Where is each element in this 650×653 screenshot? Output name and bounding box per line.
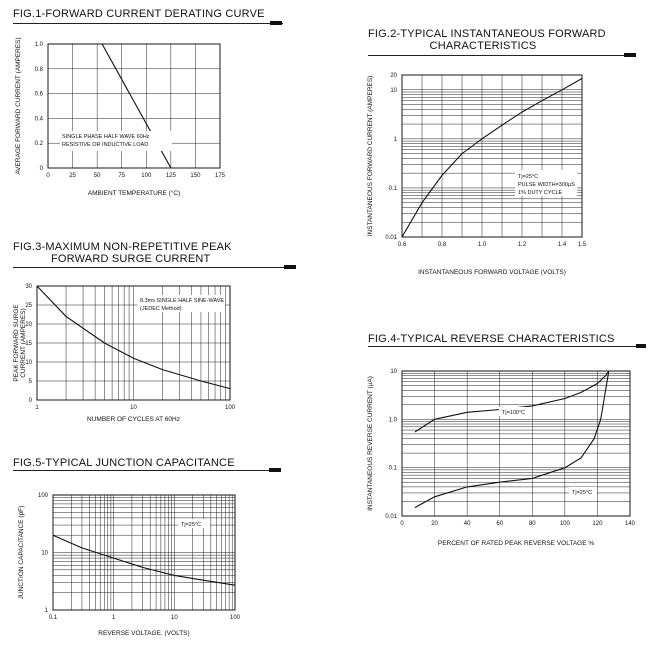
fig2-ytick-label-2: 1	[393, 136, 397, 143]
fig3-ytick-label-1: 5	[28, 379, 32, 385]
fig1-ytick-label-0: 0	[39, 166, 43, 172]
fig2-annotation-2: 1% DUTY CYCLE	[518, 190, 563, 196]
fig4-xtick-label-6: 120	[592, 521, 603, 527]
fig3-ytick-label-2: 10	[25, 360, 32, 366]
fig4-xtick-label-5: 100	[559, 521, 570, 527]
fig1-xtick-label-3: 75	[118, 173, 126, 179]
fig2-ytick-label-1: 0.1	[388, 185, 397, 192]
fig2-ytick-label-3: 10	[390, 87, 397, 94]
fig3-annotation-0: 8.3ms SINGLE HALF SINE-WAVE	[140, 298, 225, 304]
fig4-ytick-label-1: 0.1	[388, 465, 397, 472]
fig4-ylabel-0: INSTANTANEOUS REVERSE CURRENT (µA)	[367, 376, 374, 511]
fig4-ytick-label-3: 10	[390, 369, 397, 375]
fig4-ytick-label-2: 1.0	[388, 417, 397, 424]
fig2-ylabel-0: INSTANTANEOUS FORWARD CURRENT (AMPERES)	[367, 75, 374, 237]
fig3-ylabel-1: CURRENT (AMPERES)	[20, 308, 27, 378]
fig3-xtick-label-1: 10	[130, 405, 137, 411]
fig3-annotation-1: (JEDEC Method)	[140, 306, 182, 312]
fig3-title-line-1: FIG.3-MAXIMUM NON-REPETITIVE PEAK	[13, 241, 232, 253]
fig2-xtick-label-3: 1.2	[517, 242, 527, 248]
fig5-title: FIG.5-TYPICAL JUNCTION CAPACITANCE	[13, 457, 235, 469]
fig1-xtick-label-0: 0	[46, 173, 50, 179]
fig2-xtick-label-1: 0.8	[437, 242, 447, 248]
fig2-annotation-1: PULSE WIDTH=300µS	[518, 182, 575, 188]
fig3-ytick-label-6: 30	[25, 284, 32, 290]
fig1-ytick-label-5: 1.0	[34, 42, 43, 48]
fig4-xlabel: PERCENT OF RATED PEAK REVERSE VOLTAGE %	[437, 540, 595, 547]
fig4-xtick-label-3: 60	[496, 521, 504, 527]
fig1-ytick-label-3: 0.6	[34, 91, 43, 98]
fig1-ytick-label-1: 0.2	[34, 141, 43, 148]
fig3-ytick-label-5: 25	[25, 303, 32, 309]
fig2-ytick-label-0: 0.01	[385, 235, 397, 241]
fig5-series-0-line	[53, 535, 235, 585]
fig4-ytick-label-0: 0.01	[385, 514, 397, 520]
fig4-xtick-label-1: 20	[431, 521, 438, 527]
fig5-xtick-label-0: 0.1	[48, 615, 58, 621]
fig1-xlabel: AMBIENT TEMPERATURE (°C)	[87, 190, 181, 197]
fig3-xtick-label-2: 100	[224, 405, 236, 411]
fig5-xlabel: REVERSE VOLTAGE. (VOLTS)	[98, 630, 190, 637]
fig4-annotation-0: Tj=100°C	[502, 410, 526, 416]
fig1-annotation-1: RESISTIVE OR INDUCTIVE LOAD	[62, 142, 149, 148]
fig3-ytick-label-3: 15	[25, 341, 32, 347]
fig1-ytick-label-2: 0.4	[34, 116, 43, 123]
fig4-xtick-label-7: 140	[624, 521, 636, 527]
fig2-xtick-label-4: 1.4	[557, 242, 567, 248]
fig3-title-line-2: FORWARD SURGE CURRENT	[51, 253, 211, 265]
fig1-title: FIG.1-FORWARD CURRENT DERATING CURVE	[13, 8, 265, 20]
fig1-xtick-label-2: 50	[93, 173, 101, 179]
fig1-annotation-0: SINGLE PHASE HALF WAVE 60Hz	[62, 134, 150, 140]
fig5-annotation-0: Tj=25°C	[181, 522, 202, 528]
fig4-xtick-label-0: 0	[400, 521, 404, 527]
fig3-xlabel: NUMBER OF CYCLES AT 60Hz	[87, 416, 180, 423]
fig5-ytick-label-2: 100	[37, 493, 48, 499]
fig2-xtick-label-0: 0.6	[397, 242, 407, 248]
fig5-xtick-label-3: 100	[229, 615, 241, 621]
fig3-xtick-label-0: 1	[35, 405, 39, 411]
fig2-annotation-0: Tj=25°C	[518, 174, 539, 180]
fig1-xtick-label-1: 25	[69, 173, 76, 179]
fig5-ylabel-0: JUNCTION CAPACITANCE (pF)	[18, 505, 25, 600]
fig4-annotation-1: Tj=25°C	[572, 490, 593, 496]
fig1-xtick-label-4: 100	[141, 173, 152, 179]
fig2-xtick-label-2: 1.0	[477, 242, 487, 248]
fig2-xlabel: INSTANTANEOUS FORWARD VOLTAGE (VOLTS)	[418, 269, 566, 276]
fig1-xtick-label-5: 125	[165, 173, 176, 179]
fig1-xtick-label-6: 150	[190, 173, 201, 179]
fig4-xtick-label-2: 40	[463, 521, 471, 527]
fig1-ylabel-0: AVERAGE FORWARD CURRENT (AMPERES)	[15, 37, 22, 175]
fig1-xtick-label-7: 175	[214, 173, 226, 179]
fig2-xtick-label-5: 1.5	[577, 242, 587, 248]
fig5-xtick-label-2: 10	[170, 615, 178, 621]
fig5-ytick-label-1: 10	[41, 550, 48, 557]
fig4-xtick-label-4: 80	[528, 521, 536, 527]
fig1-ytick-label-4: 0.8	[34, 66, 43, 73]
fig4-title: FIG.4-TYPICAL REVERSE CHARACTERISTICS	[368, 333, 615, 345]
fig2-ytick-label-4: 20	[390, 73, 397, 79]
fig5-xtick-label-1: 1	[111, 615, 116, 621]
fig3-ytick-label-0: 0	[28, 398, 32, 404]
fig3-ylabel-0: PEAK FORWARD SURGE	[13, 304, 20, 382]
fig3-ytick-label-4: 20	[25, 322, 32, 328]
fig5-ytick-label-0: 1	[44, 608, 48, 614]
fig2-title-line-2: CHARACTERISTICS	[429, 40, 537, 52]
fig2-title-line-1: FIG.2-TYPICAL INSTANTANEOUS FORWARD	[368, 28, 606, 40]
